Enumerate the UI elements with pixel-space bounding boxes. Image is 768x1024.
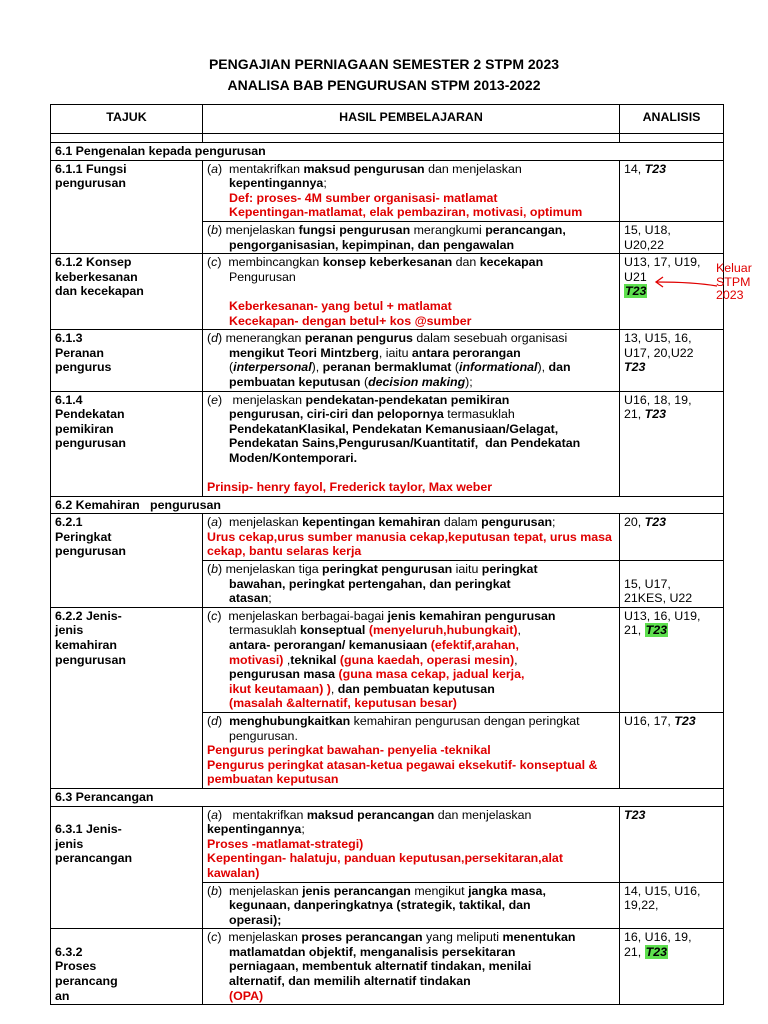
handwritten-note xyxy=(716,262,752,303)
table-row: 6.2.2 Jenis- jenis kemahiran pengurusan (c) menjelaskan berbagai-bagai jenis kemahiran pengurusan termasuklah konseptual (menyeluruh,hubungkait), antara- perorangan/ kemanusiaan (efektif,arahan, motivasi) ,teknikal (guna kaedah, operasi mesin), pengurusan masa (guna masa cekap, jadual kerja, ikut keutamaan) ), dan pembuatan keputusan (masalah &alternatif, keputusan besar) U13, 16, U19, 21, T23 xyxy=(51,607,724,712)
spacer-row xyxy=(51,134,724,143)
document-title: PENGAJIAN PERNIAGAAN SEMESTER 2 STPM 2023 xyxy=(208,56,560,72)
table-row: (b) menjelaskan fungsi pengurusan merangkumi perancangan, pengorganisasian, kepimpinan, dan pengawalan 15, U18, U20,22 xyxy=(51,221,724,253)
table-row: (b) menjelaskan jenis perancangan mengikut jangka masa, kegunaan, danperingkatnya (strategik, taktikal, dan operasi); 14, U15, U16, 19,22, xyxy=(51,882,724,929)
note-line: STPM xyxy=(716,274,751,289)
section-row: 6.3 Perancangan xyxy=(51,788,724,806)
note-line: 2023 xyxy=(716,288,744,302)
table-row: 6.2.1 Peringkat pengurusan (a) menjelaskan kepentingan kemahiran dalam pengurusan; Urus cekap,urus sumber manusia cekap,keputusan tepat, urus masa cekap, bantu selaras kerja 20, T23 xyxy=(51,514,724,561)
analysis-table xyxy=(50,104,724,1005)
document-subtitle: ANALISA BAB PENGURUSAN STPM 2013-2022 xyxy=(227,77,541,93)
header-analisis: ANALISIS xyxy=(620,105,724,134)
table-row: 6.1.2 Konsep keberkesanan dan kecekapan (c) membincangkan konsep keberkesanan dan kecekapan Pengurusan Keberkesanan- yang betul + matlamat Kecekapan- dengan betul+ kos @sumber U13, 17, U19, U21 T23 xyxy=(51,254,724,330)
section-row: 6.1 Pengenalan kepada pengurusan xyxy=(51,143,724,161)
table-row: 6.3.2 Proses perancang an (c) menjelaskan proses perancangan yang meliputi menentukan matlamatdan objektif, menganalisis persekitaran perniagaan, membentuk alternatif tindakan, menilai alternatif, dan memilih alternatif tindakan (OPA) 16, U16, 19, 21, T23 xyxy=(51,929,724,1005)
note-line: Keluar xyxy=(716,261,752,275)
header-hasil: HASIL PEMBELAJARAN xyxy=(203,105,620,134)
table-row: 6.1.4 Pendekatan pemikiran pengurusan (e) menjelaskan pendekatan-pendekatan pemikiran pengurusan, ciri-ciri dan pelopornya termasuklah PendekatanKlasikal, Pendekatan Kemanusiaan/Gelagat, Pendekatan Sains,Pengurusan/Kuantitatif, dan Pendekatan Moden/Kontemporari. Prinsip- henry fayol, Frederick taylor, Max weber U16, 18, 19, 21, T23 xyxy=(51,391,724,496)
header-tajuk: TAJUK xyxy=(51,105,203,134)
table-row: (b) menjelaskan tiga peringkat pengurusan iaitu peringkat bawahan, peringkat pertengahan, dan peringkat atasan; 15, U17, 21KES, U22 xyxy=(51,561,724,608)
section-row: 6.2 Kemahiran pengurusan xyxy=(51,496,724,514)
table-header-row xyxy=(51,105,724,134)
table-row: 6.1.1 Fungsi pengurusan (a) mentakrifkan maksud pengurusan dan menjelaskan kepentingannya; Def: proses- 4M sumber organisasi- matlamat Kepentingan-matlamat, elak pembaziran, motivasi, optimum 14, T23 xyxy=(51,160,724,221)
annotation-arrow-icon xyxy=(645,270,720,300)
table-row: 6.1.3 Peranan pengurus (d) menerangkan peranan pengurus dalam sesebuah organisasi mengikut Teori Mintzberg, iaitu antara perorangan (interpersonal), peranan bermaklumat (informational), dan pembuatan keputusan (decision making); 13, U15, 16, U17, 20,U22 T23 xyxy=(51,330,724,391)
table-row: (d) menghubungkaitkan kemahiran pengurusan dengan peringkat pengurusan. Pengurus peringkat bawahan- penyelia -teknikal Pengurus peringkat atasan-ketua pegawai eksekutif- konseptual & pembuatan keputusan U16, 17, T23 xyxy=(51,712,724,788)
table-row: 6.3.1 Jenis- jenis perancangan (a) mentakrifkan maksud perancangan dan menjelaskan kepentingannya; Proses -matlamat-strategi) Kepentingan- halatuju, panduan keputusan,persekitaran,alat kawalan) T23 xyxy=(51,806,724,882)
